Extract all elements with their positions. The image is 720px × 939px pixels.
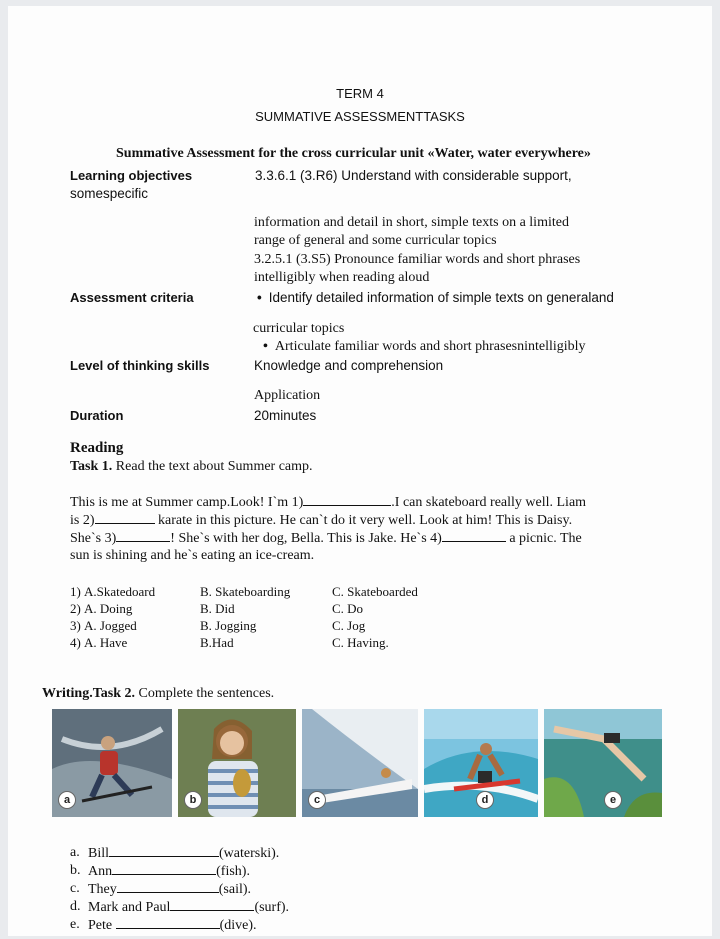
sentence-verb-hint: (waterski). [219, 846, 280, 861]
option-choice[interactable]: C. Skateboarded [332, 584, 418, 599]
sentence-letter: e. [70, 917, 80, 932]
passage-text: .I can skateboard really well. Liam [391, 495, 587, 510]
objective-line: information and detail in short, simple texts on a limited [254, 215, 569, 230]
sentence-subject: Pete [88, 918, 113, 933]
objective-line: intelligibly when reading aloud [254, 270, 430, 285]
criteria-continuation: curricular topics [253, 321, 345, 336]
activity-photos [52, 709, 662, 817]
photo-label-badge: c [308, 791, 326, 809]
learning-objectives-label-2: somespecific [70, 186, 149, 201]
answer-blank[interactable] [112, 863, 216, 875]
answer-blank[interactable] [116, 530, 170, 542]
thinking-skills-label: Level of thinking skills [70, 358, 210, 373]
answer-blank[interactable] [117, 881, 219, 893]
sentence-letter: a. [70, 845, 80, 860]
answer-blank[interactable] [95, 512, 155, 524]
thinking-skills-value: Knowledge and comprehension [254, 358, 444, 373]
option-choice[interactable]: B.Had [200, 635, 234, 650]
passage-line [70, 530, 582, 547]
task1-text: Read the text about Summer camp. [115, 459, 313, 474]
option-choice[interactable]: B. Did [200, 601, 235, 616]
objective-line: 3.3.6.1 (3.R6) Understand with considerable support, [255, 168, 572, 183]
answer-blank[interactable] [442, 530, 506, 542]
sentence-letter: c. [70, 881, 80, 896]
answer-blank[interactable] [303, 494, 391, 506]
assessment-tasks-heading: SUMMATIVE ASSESSMENTTASKS [255, 109, 465, 124]
diving-photo [544, 709, 662, 817]
sentence-body [88, 845, 279, 862]
sentence-verb-hint: (dive). [219, 918, 257, 933]
option-choice[interactable]: C. Do [332, 601, 364, 616]
sentence-subject: They [88, 882, 117, 897]
passage-text: ! She`s with her dog, Bella. This is Jake. He`s 4) [170, 531, 442, 546]
passage-text: She`s 3) [70, 531, 117, 546]
sentence-verb-hint: (surf). [254, 900, 290, 915]
term-heading: TERM 4 [336, 86, 384, 101]
option-number: 2) [70, 601, 81, 616]
passage-text: This is me at Summer camp.Look! I`m 1) [70, 495, 304, 510]
photo-label-badge: b [184, 791, 202, 809]
option-number: 4) [70, 635, 81, 650]
sentence-body [88, 881, 251, 898]
sentence-subject: Bill [88, 846, 110, 861]
learning-objectives-label: Learning objectives [70, 168, 193, 183]
sentence-body [88, 863, 250, 880]
photo-label-badge: e [604, 791, 622, 809]
option-choice[interactable]: B. Skateboarding [200, 584, 291, 599]
passage-text: a picnic. The [509, 531, 582, 546]
option-choice[interactable]: A. Jogged [84, 618, 137, 633]
diving-image [544, 709, 662, 817]
unit-title: Summative Assessment for the cross curricular unit «Water, water everywhere» [116, 146, 591, 161]
duration-value: 20minutes [254, 408, 317, 423]
sentence-body [88, 899, 289, 916]
passage-text: is 2) [70, 513, 95, 528]
sentence-letter: b. [70, 863, 81, 878]
task2-label: Writing.Task 2. [42, 686, 135, 701]
duration-label: Duration [70, 408, 124, 423]
task1-instruction [70, 459, 313, 475]
answer-blank[interactable] [170, 899, 254, 911]
passage-text: karate in this picture. He can`t do it very well. Look at him! This is Daisy. [158, 513, 573, 528]
sentence-subject: Mark and Paul [88, 900, 171, 915]
option-choice[interactable]: A.Skatedoard [84, 584, 156, 599]
objective-line: range of general and some curricular topics [254, 233, 497, 248]
sentence-subject: Ann [88, 864, 113, 879]
passage-line: sun is shining and he`s eating an ice-cream. [70, 548, 315, 563]
option-number: 1) [70, 584, 81, 599]
option-number: 3) [70, 618, 81, 633]
surfing-photo [424, 709, 538, 817]
thinking-skills-value: Application [254, 388, 321, 403]
passage-line [70, 494, 586, 511]
sentence-letter: d. [70, 899, 81, 914]
reading-heading: Reading [70, 440, 124, 456]
task2-text: Complete the sentences. [138, 686, 275, 701]
option-choice[interactable]: C. Jog [332, 618, 366, 633]
worksheet-page [8, 6, 712, 936]
objective-line: 3.2.5.1 (3.S5) Pronounce familiar words and short phrases [254, 252, 581, 267]
sentence-verb-hint: (fish). [216, 864, 250, 879]
criteria-bullet: • Identify detailed information of simple texts on generaland [257, 290, 614, 305]
task2-instruction [42, 686, 274, 702]
answer-blank[interactable] [116, 917, 220, 929]
photo-label-badge: d [476, 791, 494, 809]
answer-blank[interactable] [109, 845, 219, 857]
waterski-photo [52, 709, 172, 817]
photo-label-badge: a [58, 791, 76, 809]
criteria-bullet: • Articulate familiar words and short phrasesnintelligibly [263, 339, 586, 355]
sentence-body [88, 917, 257, 934]
option-choice[interactable]: A. Doing [84, 601, 133, 616]
option-choice[interactable]: B. Jogging [200, 618, 257, 633]
passage-line [70, 512, 572, 529]
fishing-photo [178, 709, 296, 817]
task1-label: Task 1. [70, 459, 113, 474]
option-choice[interactable]: A. Have [84, 635, 128, 650]
option-choice[interactable]: C. Having. [332, 635, 389, 650]
assessment-criteria-label: Assessment criteria [70, 290, 194, 305]
sentence-verb-hint: (sail). [218, 882, 252, 897]
sailing-photo [302, 709, 418, 817]
